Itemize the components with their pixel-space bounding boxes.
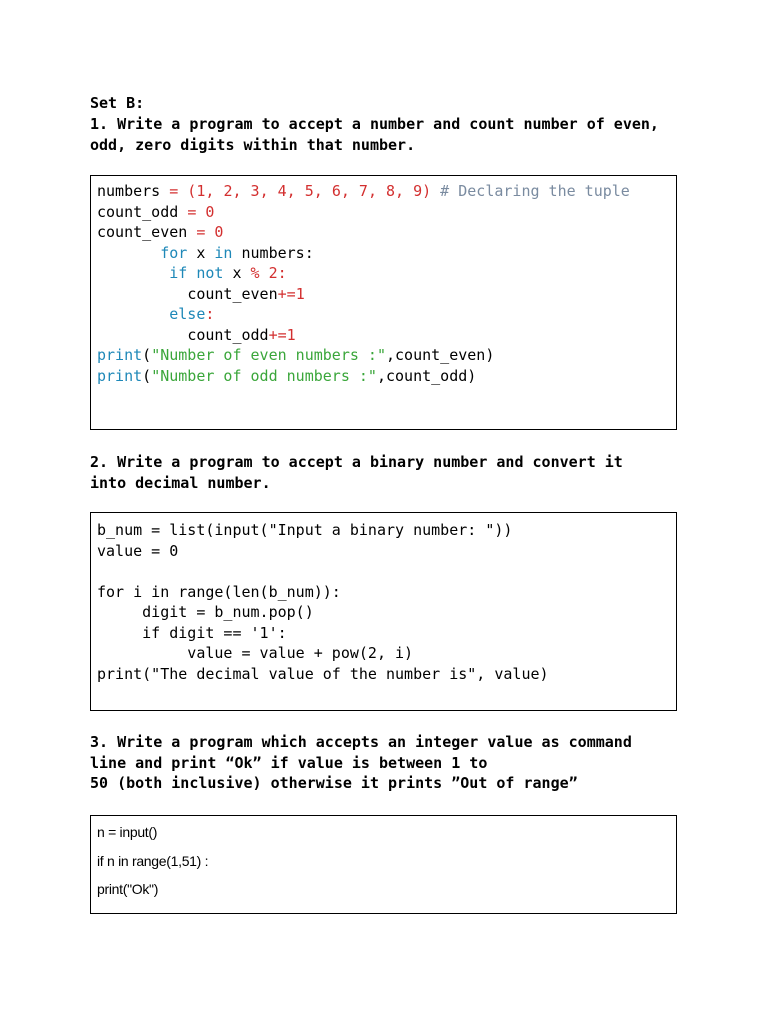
code-line: print("Number of odd numbers :",count_odd) bbox=[97, 366, 477, 385]
code-line: digit = b_num.pop() bbox=[97, 603, 314, 621]
question-1-heading-line: odd, zero digits within that number. bbox=[90, 135, 416, 154]
code-line: value = 0 bbox=[97, 541, 179, 560]
code-line: else: bbox=[169, 305, 215, 323]
code-line: for x in numbers: bbox=[160, 243, 314, 262]
question-1-heading bbox=[90, 114, 659, 155]
code-line: count_even+=1 bbox=[187, 284, 305, 303]
code-line: numbers = (1, 2, 3, 4, 5, 6, 7, 8, 9) # Declaring the tuple bbox=[97, 182, 630, 200]
code-line: if digit == '1': bbox=[97, 623, 287, 642]
code-line: count_odd = 0 bbox=[97, 202, 215, 221]
question-2-code-box bbox=[90, 512, 677, 711]
code-line: count_even = 0 bbox=[97, 223, 224, 241]
question-2-heading-line: 2. Write a program to accept a binary number and convert it bbox=[90, 453, 623, 471]
code-line: print("Number of even numbers :",count_even) bbox=[97, 346, 495, 364]
question-1-code bbox=[97, 181, 630, 386]
question-3-heading-line: 3. Write a program which accepts an integer value as command bbox=[90, 733, 632, 751]
question-2-heading-line: into decimal number. bbox=[90, 473, 271, 492]
code-line: if not x % 2: bbox=[169, 264, 287, 282]
code-line: n = input() bbox=[97, 824, 158, 840]
question-2-heading bbox=[90, 452, 623, 493]
code-line: count_odd+=1 bbox=[187, 325, 296, 344]
code-line: for i in range(len(b_num)): bbox=[97, 582, 341, 601]
question-3-heading-line: line and print “Ok” if value is between 1 to bbox=[90, 753, 488, 772]
question-3-heading-line: 50 (both inclusive) otherwise it prints ”Out of range” bbox=[90, 774, 578, 792]
question-1-heading-line: 1. Write a program to accept a number and count number of even, bbox=[90, 115, 659, 133]
question-2-code bbox=[97, 520, 549, 684]
question-3-code bbox=[97, 818, 208, 904]
code-line: print("Ok") bbox=[97, 881, 159, 897]
question-3-code-box bbox=[90, 815, 677, 914]
question-1-code-box bbox=[90, 175, 677, 430]
question-3-heading bbox=[90, 732, 632, 794]
code-line bbox=[97, 561, 549, 582]
code-line: print("The decimal value of the number is", value) bbox=[97, 664, 549, 683]
code-line: value = value + pow(2, i) bbox=[97, 644, 414, 662]
code-line: if n in range(1,51) : bbox=[97, 852, 209, 869]
set-title: Set B: bbox=[90, 94, 145, 112]
code-line: b_num = list(input("Input a binary number: ")) bbox=[97, 521, 513, 539]
